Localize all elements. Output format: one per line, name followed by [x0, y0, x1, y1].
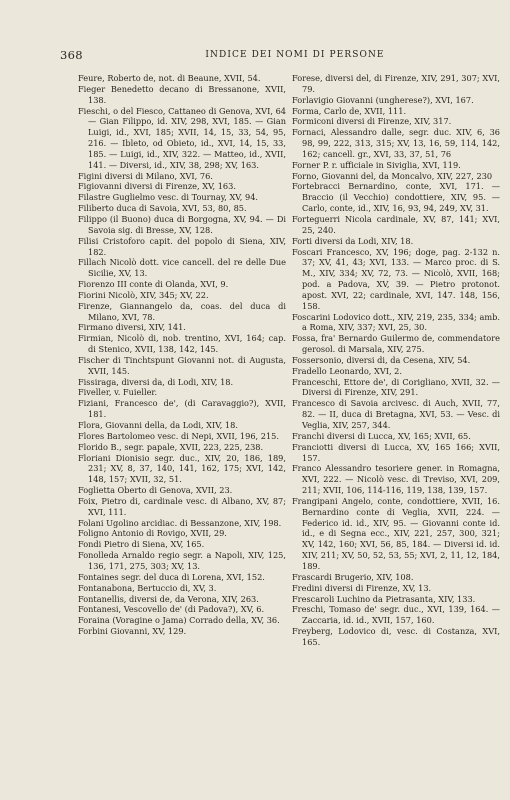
- index-entry: Filastre Guglielmo vesc. di Tournay, XV, 94.: [78, 192, 259, 203]
- index-entry: Frascardi Brugerio, XIV, 108.: [292, 571, 414, 582]
- index-entry: Firenze, Giannangelo da, coas. del duca di Milano, XVI, 78.: [78, 300, 286, 322]
- index-entry: Foscarini Lodovico dott., XIV, 219, 235, 334; amb. a Roma, XIV, 337; XVI, 25, 30.: [292, 311, 500, 333]
- index-entry: Florido B., segr. papale, XVII, 223, 225, 238.: [78, 441, 264, 452]
- index-entry: Fissiraga, diversi da, di Lodi, XIV, 18.: [78, 376, 234, 387]
- index-entry: Fondi Pietro di Siena, XV, 165.: [78, 539, 205, 550]
- index-entry: Forti diversi da Lodi, XIV, 18.: [292, 235, 414, 246]
- index-entry: Forner P. r. ufficiale in Siviglia, XVI, 119.: [292, 159, 461, 170]
- index-entry: Forteguerri Nicola cardinale, XV, 87, 141; XVI, 25, 240.: [292, 213, 500, 235]
- index-entry: Frescaroli Luchino da Pietrasanta, XIV, 133.: [292, 593, 476, 604]
- index-entry: Flores Bartolomeo vesc. di Nepi, XVII, 196, 215.: [78, 430, 279, 441]
- index-entry: Firmano diversi, XIV, 141.: [78, 322, 186, 333]
- index-entry: Franceschi, Ettore de', di Corigliano, XVII, 32. — Diversi di Firenze, XIV, 291.: [292, 376, 500, 398]
- index-entry: Fossersonio, diversi di, da Cesena, XIV, 54.: [292, 354, 471, 365]
- index-entry: Freyberg, Lodovico di, vesc. di Costanza, XVI, 165.: [292, 626, 500, 647]
- index-entry: Franchi diversi di Lucca, XV, 165; XVII, 65.: [292, 430, 471, 441]
- index-entry: Francesco di Savoia arcivesc. di Auch, XVII, 77, 82. — II, duca di Bretagna, XVI, 53. — Vesc. di Veglia, XIV, 257, 344.: [292, 398, 500, 430]
- index-entry: Fiorini Nicolò, XIV, 345; XV, 22.: [78, 289, 209, 300]
- index-entry: Fontanellis, diversi de, da Verona, XIV, 263.: [78, 593, 259, 604]
- index-entry: Flora, Giovanni della, da Lodi, XIV, 18.: [78, 420, 238, 430]
- index-entry: Fischer di Tinchtspunt Giovanni not. di Augusta, XVII, 145.: [78, 354, 286, 376]
- index-entry: Fieger Benedetto decano di Bressanone, XVII, 138.: [78, 83, 286, 105]
- index-entry: Frangipani Angelo, conte, condottiere, XVII, 16. Bernardino conte di Veglia, XVII, 224. — Federico id. id., XIV, 95. — Giovanni conte id. id., e di Segna ecc., XIV, 221, 257, 300, 321; XV, 142, 160; XVI, 56, 85, 184. — Diversi id. id. XIV, 211; XV, 50, 52, 53, 55; XVI, 2, 11, 12, 184, 189.: [292, 495, 500, 571]
- index-entry: Forbini Giovanni, XV, 129.: [78, 626, 187, 637]
- index-entry: Forma, Carlo de, XVII, 111.: [292, 105, 407, 116]
- index-entry: Foraina (Voragine o Jama) Corrado della, XV, 36.: [78, 615, 280, 626]
- index-entry: Fonolleda Arnaldo regio segr. a Napoli, XIV, 125, 136, 171, 275, 303; XV, 13.: [78, 550, 286, 571]
- index-entry: Foix, Pietro di, cardinale vesc. di Albano, XV, 87; XVI, 111.: [78, 495, 286, 517]
- index-entry: Fontanesi, Vescovello de' (di Padova?), XV, 6.: [78, 604, 265, 615]
- index-entry: Fontanabona, Bertuccio di, XV, 3.: [78, 582, 217, 593]
- index-entry: Floriani Dionisio segr. duc., XIV, 20, 186, 189, 231; XV, 8, 37, 140, 141, 162, 175; XVI, 142, 148, 157; XVII, 32, 51.: [78, 452, 286, 485]
- index-entry: Fiorenzo III conte di Olanda, XVI, 9.: [78, 279, 229, 290]
- index-entry: Foglietta Oberto di Genova, XVII, 23.: [78, 485, 233, 496]
- index-entry: Fiziani, Francesco de', (di Caravaggio?), XVII, 181.: [78, 398, 286, 420]
- index-entry: Fortebracci Bernardino, conte, XVI, 171. — Braccio (il Vecchio) condottiere, XIV, 95. — Carlo, conte, id., XIV, 16, 93, 94, 249, XV, 31.: [292, 181, 500, 214]
- index-entry: Forno, Giovanni del, da Moncalvo, XIV, 227, 230: [292, 170, 493, 181]
- index-entry: Franciotti diversi di Lucca, XV, 165 166; XVII, 157.: [292, 441, 500, 463]
- index-entry: Fradello Leonardo, XVI, 2.: [292, 365, 402, 376]
- index-entry: Formiconi diversi di Firenze, XIV, 317.: [292, 116, 452, 127]
- index-column-right: [292, 73, 500, 648]
- index-entry: Fontaines segr. del duca di Lorena, XVI, 152.: [78, 571, 265, 582]
- page-header: [60, 48, 490, 64]
- page-number: 368: [60, 48, 83, 62]
- index-entry: Freschi, Tomaso de' segr. duc., XVI, 139, 164. — Zaccaria, id. id., XVII, 157, 160.: [292, 604, 500, 626]
- index-entry: Foligno Antonio di Rovigo, XVII, 29.: [78, 528, 227, 539]
- index-entry: Fieschi, o del Fiesco, Cattaneo di Genova, XVI, 64 — Gian Filippo, id. XIV, 298, XVI, 185. — Gian Luigi, id., XVI, 185; XVII, 14, 15, 33, 54, 95, 216. — Ibleto, od Obieto, id., XVI, 14, 15, 33, 185. — Luigi, id., XIV, 322. — Matteo, id., XVII, 141. — Diversi, id., XIV, 38, 298; XV, 163.: [78, 105, 286, 170]
- index-entry: Filisi Cristoforo capit. del popolo di Siena, XIV, 182.: [78, 235, 286, 257]
- index-entry: Fornaci, Alessandro dalle, segr. duc. XIV, 6, 36 98, 99, 222, 313, 315; XV, 13, 16, 59, 114, 142, 162; cancell. gr., XVI, 33, 37, 51, 76: [292, 127, 500, 159]
- index-entry: Firmian, Nicolò di, nob. trentino, XVI, 164; cap. di Stenico, XVII, 138, 142, 145.: [78, 333, 286, 355]
- index-entry: Figini diversi di Milano, XVI, 76.: [78, 170, 213, 181]
- index-column-left: [78, 73, 286, 637]
- index-entry: Fredini diversi di Firenze, XV, 13.: [292, 582, 432, 593]
- index-entry: Fossa, fra' Bernardo Guilermo de, commendatore gerosol. di Marsala, XIV, 275.: [292, 333, 500, 355]
- index-entry: Fiveller, v. Fuieller.: [78, 387, 158, 398]
- index-entry: Foscari Francesco, XV, 196; doge, pag. 2-132 n. 37; XV, 41, 43; XVI, 133. — Marco proc. di S. M., XIV, 334; XV, 72, 73. — Nicolò, XVII, 168; pod. a Padova, XV, 39. — Pietro protonot. apost. XVI, 22; cardinale, XVI, 147. 148, 156, 158.: [292, 246, 500, 311]
- index-entry: Filiberto duca di Savoia, XVI, 53, 80, 85.: [78, 203, 247, 214]
- index-entry: Franco Alessandro tesoriere gener. in Romagna, XVI, 222. — Nicolò vesc. di Treviso, XVI, 209, 211; XVII, 106, 114-116, 119, 138, 139, 157.: [292, 463, 500, 496]
- index-entry: Forlavigio Giovanni (ungherese?), XVI, 167.: [292, 94, 474, 105]
- index-entry: Forese, diversi del, di Firenze, XIV, 291, 307; XVI, 79.: [292, 73, 500, 94]
- index-entry: Figiovanni diversi di Firenze, XV, 163.: [78, 181, 236, 192]
- index-entry: Fillach Nicolò dott. vice cancell. del re delle Due Sicilie, XV, 13.: [78, 257, 286, 279]
- running-title: INDICE DEI NOMI DI PERSONE: [205, 50, 385, 60]
- index-entry: Filippo (il Buono) duca di Borgogna, XV, 94. — Di Savoia sig. di Bresse, XV, 128.: [78, 213, 286, 235]
- index-entry: Folani Ugolino arcidiac. di Bessanzone, XIV, 198.: [78, 517, 282, 528]
- index-entry: Feure, Roberto de, not. di Beaune, XVII, 54.: [78, 73, 261, 83]
